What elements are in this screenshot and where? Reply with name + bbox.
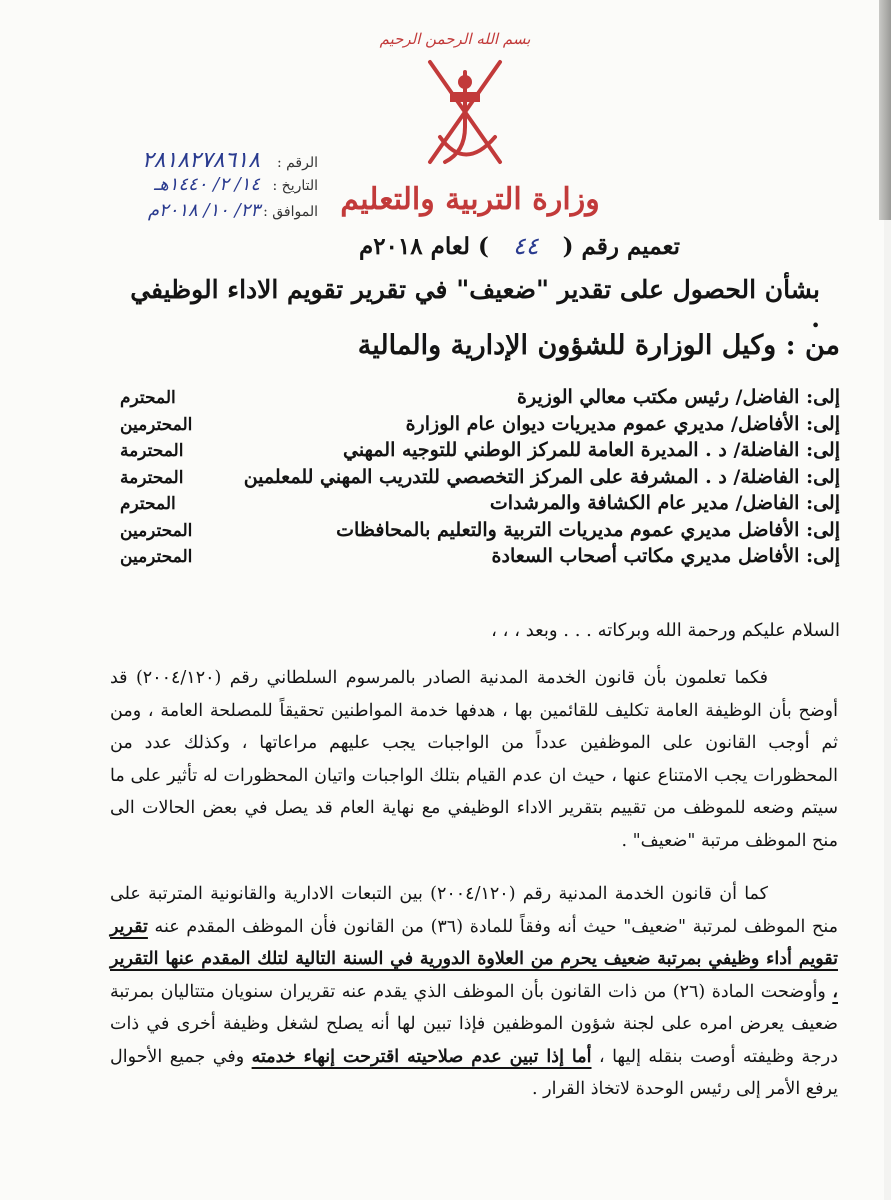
paragraph-1-text: فكما تعلمون بأن قانون الخدمة المدنية الصادر بالمرسوم السلطاني رقم (٢٠٠٤/١٢٠) قد أوضح بأن الوظيفة العامة تكليف للقائمين بها ، هدفها خدمة المواطنين تحقيقاً للمصلحة العامة ، ومن ثم أوجب القانون على الموظفين عدداً من الواجبات يجب عليهم مراعاتها ، وكذلك عدد من المحظورات يجب الامتناع عنها ، حيث ان عدم القيام بتلك الواجبات واتيان المحظورات له تأثير على ما سيتم وضعه للموظف من تقييم بتقرير الاداء الوظيفي مع نهاية العام قد يصل في بعض الحالات الى منح الموظف مرتبة "ضعيف" . <box>110 668 838 851</box>
subject-line: بشأن الحصول على تقدير "ضعيف" في تقرير تقويم الاداء الوظيفي . <box>130 275 820 333</box>
corresponding-date-row <box>78 200 318 226</box>
reference-number-label: الرقم : <box>276 155 318 171</box>
national-emblem-icon <box>410 52 520 177</box>
date-row <box>78 174 318 200</box>
recipient-honorific: المحترمين <box>120 547 193 567</box>
recipient-item <box>120 492 840 519</box>
recipient-name: إلى: الفاضلة/ د . المديرة العامة للمركز الوطني للتوجيه المهني <box>342 439 840 461</box>
date-label: التاريخ : <box>272 178 318 194</box>
circular-title <box>300 232 680 260</box>
highlighted-clause-1: تقرير تقويم أداء وظيفي بمرتبة ضعيف يحرم من العلاوة الدورية في السنة التالية لتلك المقدم عنها التقرير ، <box>110 916 838 1002</box>
recipient-item <box>120 386 840 413</box>
date-value: ١٤/ ٢/ ١٤٤٠هـ <box>153 174 260 195</box>
greeting: السلام عليكم ورحمة الله وبركاته . . . وبعد ، ، ، <box>491 620 840 641</box>
recipient-item <box>120 545 840 572</box>
circular-number: ٤٤ <box>512 232 539 260</box>
ministry-name: وزارة التربية والتعليم <box>340 182 600 217</box>
recipient-item <box>120 413 840 440</box>
body-paragraph-1 <box>110 662 838 857</box>
circular-prefix: تعميم رقم ( <box>562 233 680 260</box>
recipient-honorific: المحترم <box>120 494 176 514</box>
highlighted-clause-2: أما إذا تبين عدم صلاحيته اقترحت إنهاء خدمته <box>251 1046 592 1067</box>
paragraph-2-part2: وأوضحت المادة (٢٦) من ذات القانون بأن الموظف الذي يقدم عنه تقريران سنويان متتاليان بمرتبة ضعيف يعرض امره على لجنة شؤون الموظفين فإذا تبين لها أنه يصلح لشغل وظيفة أخرى في ذات درجة وظيفته أوصت بنقله إليها ، <box>110 981 838 1067</box>
recipient-honorific: المحترم <box>120 388 176 408</box>
paragraph-2-part3: وفي جميع الأحوال يرفع الأمر إلى رئيس الوحدة لاتخاذ القرار . <box>110 1046 838 1099</box>
body-paragraph-2 <box>110 878 838 1106</box>
recipient-item <box>120 439 840 466</box>
letterhead <box>340 30 600 217</box>
recipient-item <box>120 519 840 546</box>
paragraph-2-part1: كما أن قانون الخدمة المدنية رقم (٢٠٠٤/١٢٠) بين التبعات الادارية والقانونية المترتبة على منح الموظف لمرتبة "ضعيف" حيث أنه وفقاً للمادة (٣٦) من القانون فأن الموظف المقدم عنه <box>110 884 839 937</box>
recipient-item <box>120 466 840 493</box>
recipient-name: إلى: الأفاضل مديري مكاتب أصحاب السعادة <box>491 545 840 567</box>
reference-number-row <box>78 148 318 174</box>
corresponding-date-value: ٢٣/ ١٠/ ٢٠١٨م <box>147 200 260 221</box>
recipient-name: إلى: الفاضلة/ د . المشرفة على المركز التخصصي للتدريب المهني للمعلمين <box>243 465 840 488</box>
recipient-name: إلى: الفاضل/ رئيس مكتب معالي الوزيرة <box>517 386 840 408</box>
recipient-honorific: المحترمة <box>120 467 184 488</box>
recipient-honorific: المحترمين <box>120 520 193 541</box>
page-edge-shadow <box>879 0 891 220</box>
circular-suffix: ) لعام ٢٠١٨م <box>358 233 489 260</box>
recipient-name: إلى: الفاضل/ مدير عام الكشافة والمرشدات <box>489 492 840 514</box>
recipient-honorific: المحترمين <box>120 414 193 435</box>
reference-number-value: ٢٨١٨٢٧٨٦١٨ <box>141 148 260 173</box>
corresponding-date-label: الموافق : <box>263 204 318 220</box>
reference-block <box>78 148 318 226</box>
recipients-list <box>120 386 840 572</box>
from-line: من : وكيل الوزارة للشؤون الإدارية والمالية <box>357 330 840 361</box>
recipient-name: إلى: الأفاضل/ مديري عموم مديريات ديوان عام الوزارة <box>405 412 840 435</box>
basmala: بسم الله الرحمن الرحيم <box>379 30 531 48</box>
recipient-honorific: المحترمة <box>120 441 184 461</box>
recipient-name: إلى: الأفاضل مديري عموم مديريات التربية والتعليم بالمحافظات <box>336 518 840 541</box>
